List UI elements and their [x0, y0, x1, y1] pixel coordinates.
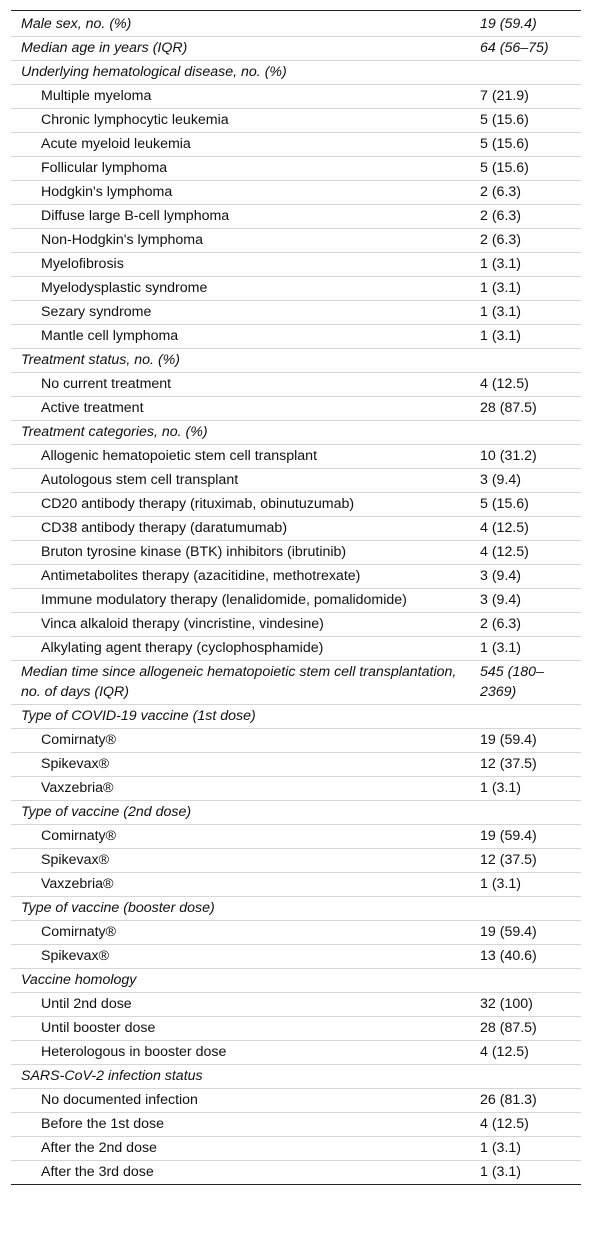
table-section-row [11, 969, 581, 993]
table-row [11, 1161, 581, 1185]
row-value: 10 (31.2) [467, 445, 581, 469]
table-section-row [11, 661, 581, 705]
table-section-row [11, 801, 581, 825]
row-value: 4 (12.5) [467, 517, 581, 541]
row-label: Follicular lymphoma [11, 157, 467, 181]
table-row [11, 945, 581, 969]
table-section-row [11, 349, 581, 373]
row-label: CD38 antibody therapy (daratumumab) [11, 517, 467, 541]
row-label: Non-Hodgkin's lymphoma [11, 229, 467, 253]
row-value: 4 (12.5) [467, 1041, 581, 1065]
table-section-row [11, 705, 581, 729]
row-label: Comirnaty® [11, 825, 467, 849]
table-row [11, 253, 581, 277]
row-value [467, 61, 581, 85]
row-value: 1 (3.1) [467, 1161, 581, 1185]
table-row [11, 229, 581, 253]
row-value: 4 (12.5) [467, 1113, 581, 1137]
row-label: Acute myeloid leukemia [11, 133, 467, 157]
table-row [11, 589, 581, 613]
row-value: 4 (12.5) [467, 541, 581, 565]
row-header-label: Treatment status, no. (%) [11, 349, 467, 373]
row-label: Active treatment [11, 397, 467, 421]
row-value: 1 (3.1) [467, 325, 581, 349]
row-header-label: Type of vaccine (2nd dose) [11, 801, 467, 825]
row-value: 19 (59.4) [467, 729, 581, 753]
row-header-label: Male sex, no. (%) [21, 16, 132, 32]
row-label: Before the 1st dose [11, 1113, 467, 1137]
row-value: 19 (59.4) [467, 921, 581, 945]
row-value: 2 (6.3) [467, 205, 581, 229]
row-label: Heterologous in booster dose [11, 1041, 467, 1065]
table-body [11, 11, 581, 1185]
row-value: 1 (3.1) [467, 637, 581, 661]
table-row [11, 445, 581, 469]
row-label: Allogenic hematopoietic stem cell transplant [11, 445, 467, 469]
row-value: 2 (6.3) [467, 181, 581, 205]
row-label: No documented infection [11, 1089, 467, 1113]
row-value: 1 (3.1) [467, 873, 581, 897]
table-row [11, 565, 581, 589]
row-value: 1 (3.1) [467, 301, 581, 325]
row-value: 28 (87.5) [467, 397, 581, 421]
row-value: 3 (9.4) [467, 469, 581, 493]
row-value: 545 (180–2369) [467, 661, 581, 705]
table-section-row [11, 421, 581, 445]
row-value: 19 (59.4) [480, 16, 537, 32]
table-row [11, 373, 581, 397]
row-label: Spikevax® [11, 849, 467, 873]
table-row [11, 613, 581, 637]
row-value [467, 1065, 581, 1089]
table-row [11, 157, 581, 181]
table-row [11, 637, 581, 661]
table-row [11, 85, 581, 109]
row-value [467, 421, 581, 445]
row-label: Myelodysplastic syndrome [11, 277, 467, 301]
row-label: No current treatment [11, 373, 467, 397]
table-row [11, 277, 581, 301]
row-label: Alkylating agent therapy (cyclophosphamide) [11, 637, 467, 661]
table-row [11, 849, 581, 873]
row-label: Bruton tyrosine kinase (BTK) inhibitors (ibrutinib) [11, 541, 467, 565]
row-value: 2 (6.3) [467, 229, 581, 253]
row-value: 1 (3.1) [467, 777, 581, 801]
table-row [11, 777, 581, 801]
table-row [11, 301, 581, 325]
row-header-label: Type of COVID-19 vaccine (1st dose) [11, 705, 467, 729]
row-value: 19 (59.4) [467, 825, 581, 849]
row-label: After the 3rd dose [11, 1161, 467, 1185]
table-section-row [11, 61, 581, 85]
table-row [11, 873, 581, 897]
row-value: 5 (15.6) [467, 109, 581, 133]
row-value: 13 (40.6) [467, 945, 581, 969]
table-row [11, 397, 581, 421]
row-value: 2 (6.3) [467, 613, 581, 637]
table-row [11, 493, 581, 517]
row-header-label: Treatment categories, no. (%) [11, 421, 467, 445]
table-row [11, 1113, 581, 1137]
table-row [11, 1017, 581, 1041]
table-row [11, 729, 581, 753]
row-label: Hodgkin's lymphoma [11, 181, 467, 205]
row-value: 3 (9.4) [467, 565, 581, 589]
row-value: 5 (15.6) [467, 493, 581, 517]
row-label: Myelofibrosis [11, 253, 467, 277]
row-value [467, 801, 581, 825]
row-label: Chronic lymphocytic leukemia [11, 109, 467, 133]
row-header-label: Median time since allogeneic hematopoietic stem cell transplantation, no. of days (IQR) [11, 661, 467, 705]
row-value: 1 (3.1) [467, 1137, 581, 1161]
table-row [11, 109, 581, 133]
row-value: 64 (56–75) [467, 37, 581, 61]
row-value: 12 (37.5) [467, 849, 581, 873]
row-header-label: SARS-CoV-2 infection status [11, 1065, 467, 1089]
table-row [11, 469, 581, 493]
row-label: Vaxzebria® [11, 873, 467, 897]
row-label: Until 2nd dose [11, 993, 467, 1017]
table-row [11, 133, 581, 157]
table-row [11, 205, 581, 229]
table-row [11, 1041, 581, 1065]
row-header-label: Type of vaccine (booster dose) [11, 897, 467, 921]
row-value [467, 969, 581, 993]
row-label: Vaxzebria® [11, 777, 467, 801]
row-label: Vinca alkaloid therapy (vincristine, vindesine) [11, 613, 467, 637]
row-label: Autologous stem cell transplant [11, 469, 467, 493]
row-header-label: Median age in years (IQR) [11, 37, 467, 61]
row-value: 32 (100) [467, 993, 581, 1017]
row-value: 5 (15.6) [467, 133, 581, 157]
row-label: Diffuse large B-cell lymphoma [11, 205, 467, 229]
table-section-row [11, 11, 581, 37]
row-value: 26 (81.3) [467, 1089, 581, 1113]
row-header-label: Underlying hematological disease, no. (%) [11, 61, 467, 85]
row-label: CD20 antibody therapy (rituximab, obinutuzumab) [11, 493, 467, 517]
row-value: 28 (87.5) [467, 1017, 581, 1041]
table-row [11, 1137, 581, 1161]
row-label: Immune modulatory therapy (lenalidomide, pomalidomide) [11, 589, 467, 613]
table-section-row [11, 1065, 581, 1089]
row-label: Spikevax® [11, 945, 467, 969]
characteristics-table-container [11, 10, 581, 1185]
row-value: 5 (15.6) [467, 157, 581, 181]
row-value: 7 (21.9) [467, 85, 581, 109]
table-section-row [11, 897, 581, 921]
table-section-row [11, 37, 581, 61]
table-row [11, 181, 581, 205]
row-value [467, 705, 581, 729]
characteristics-table [11, 10, 581, 1185]
row-value: 1 (3.1) [467, 253, 581, 277]
row-value: 12 (37.5) [467, 753, 581, 777]
table-row [11, 517, 581, 541]
row-label: Comirnaty® [11, 921, 467, 945]
row-value [467, 349, 581, 373]
row-label: Sezary syndrome [11, 301, 467, 325]
table-row [11, 1089, 581, 1113]
row-label: Multiple myeloma [11, 85, 467, 109]
row-label: After the 2nd dose [11, 1137, 467, 1161]
table-row [11, 993, 581, 1017]
table-row [11, 325, 581, 349]
row-value: 4 (12.5) [467, 373, 581, 397]
row-label: Spikevax® [11, 753, 467, 777]
row-header-label: Vaccine homology [11, 969, 467, 993]
table-row [11, 825, 581, 849]
row-value: 3 (9.4) [467, 589, 581, 613]
table-row [11, 921, 581, 945]
row-label: Mantle cell lymphoma [11, 325, 467, 349]
row-value: 1 (3.1) [467, 277, 581, 301]
table-row [11, 753, 581, 777]
row-label: Comirnaty® [11, 729, 467, 753]
row-label: Until booster dose [11, 1017, 467, 1041]
table-row [11, 541, 581, 565]
row-value [467, 897, 581, 921]
row-label: Antimetabolites therapy (azacitidine, methotrexate) [11, 565, 467, 589]
